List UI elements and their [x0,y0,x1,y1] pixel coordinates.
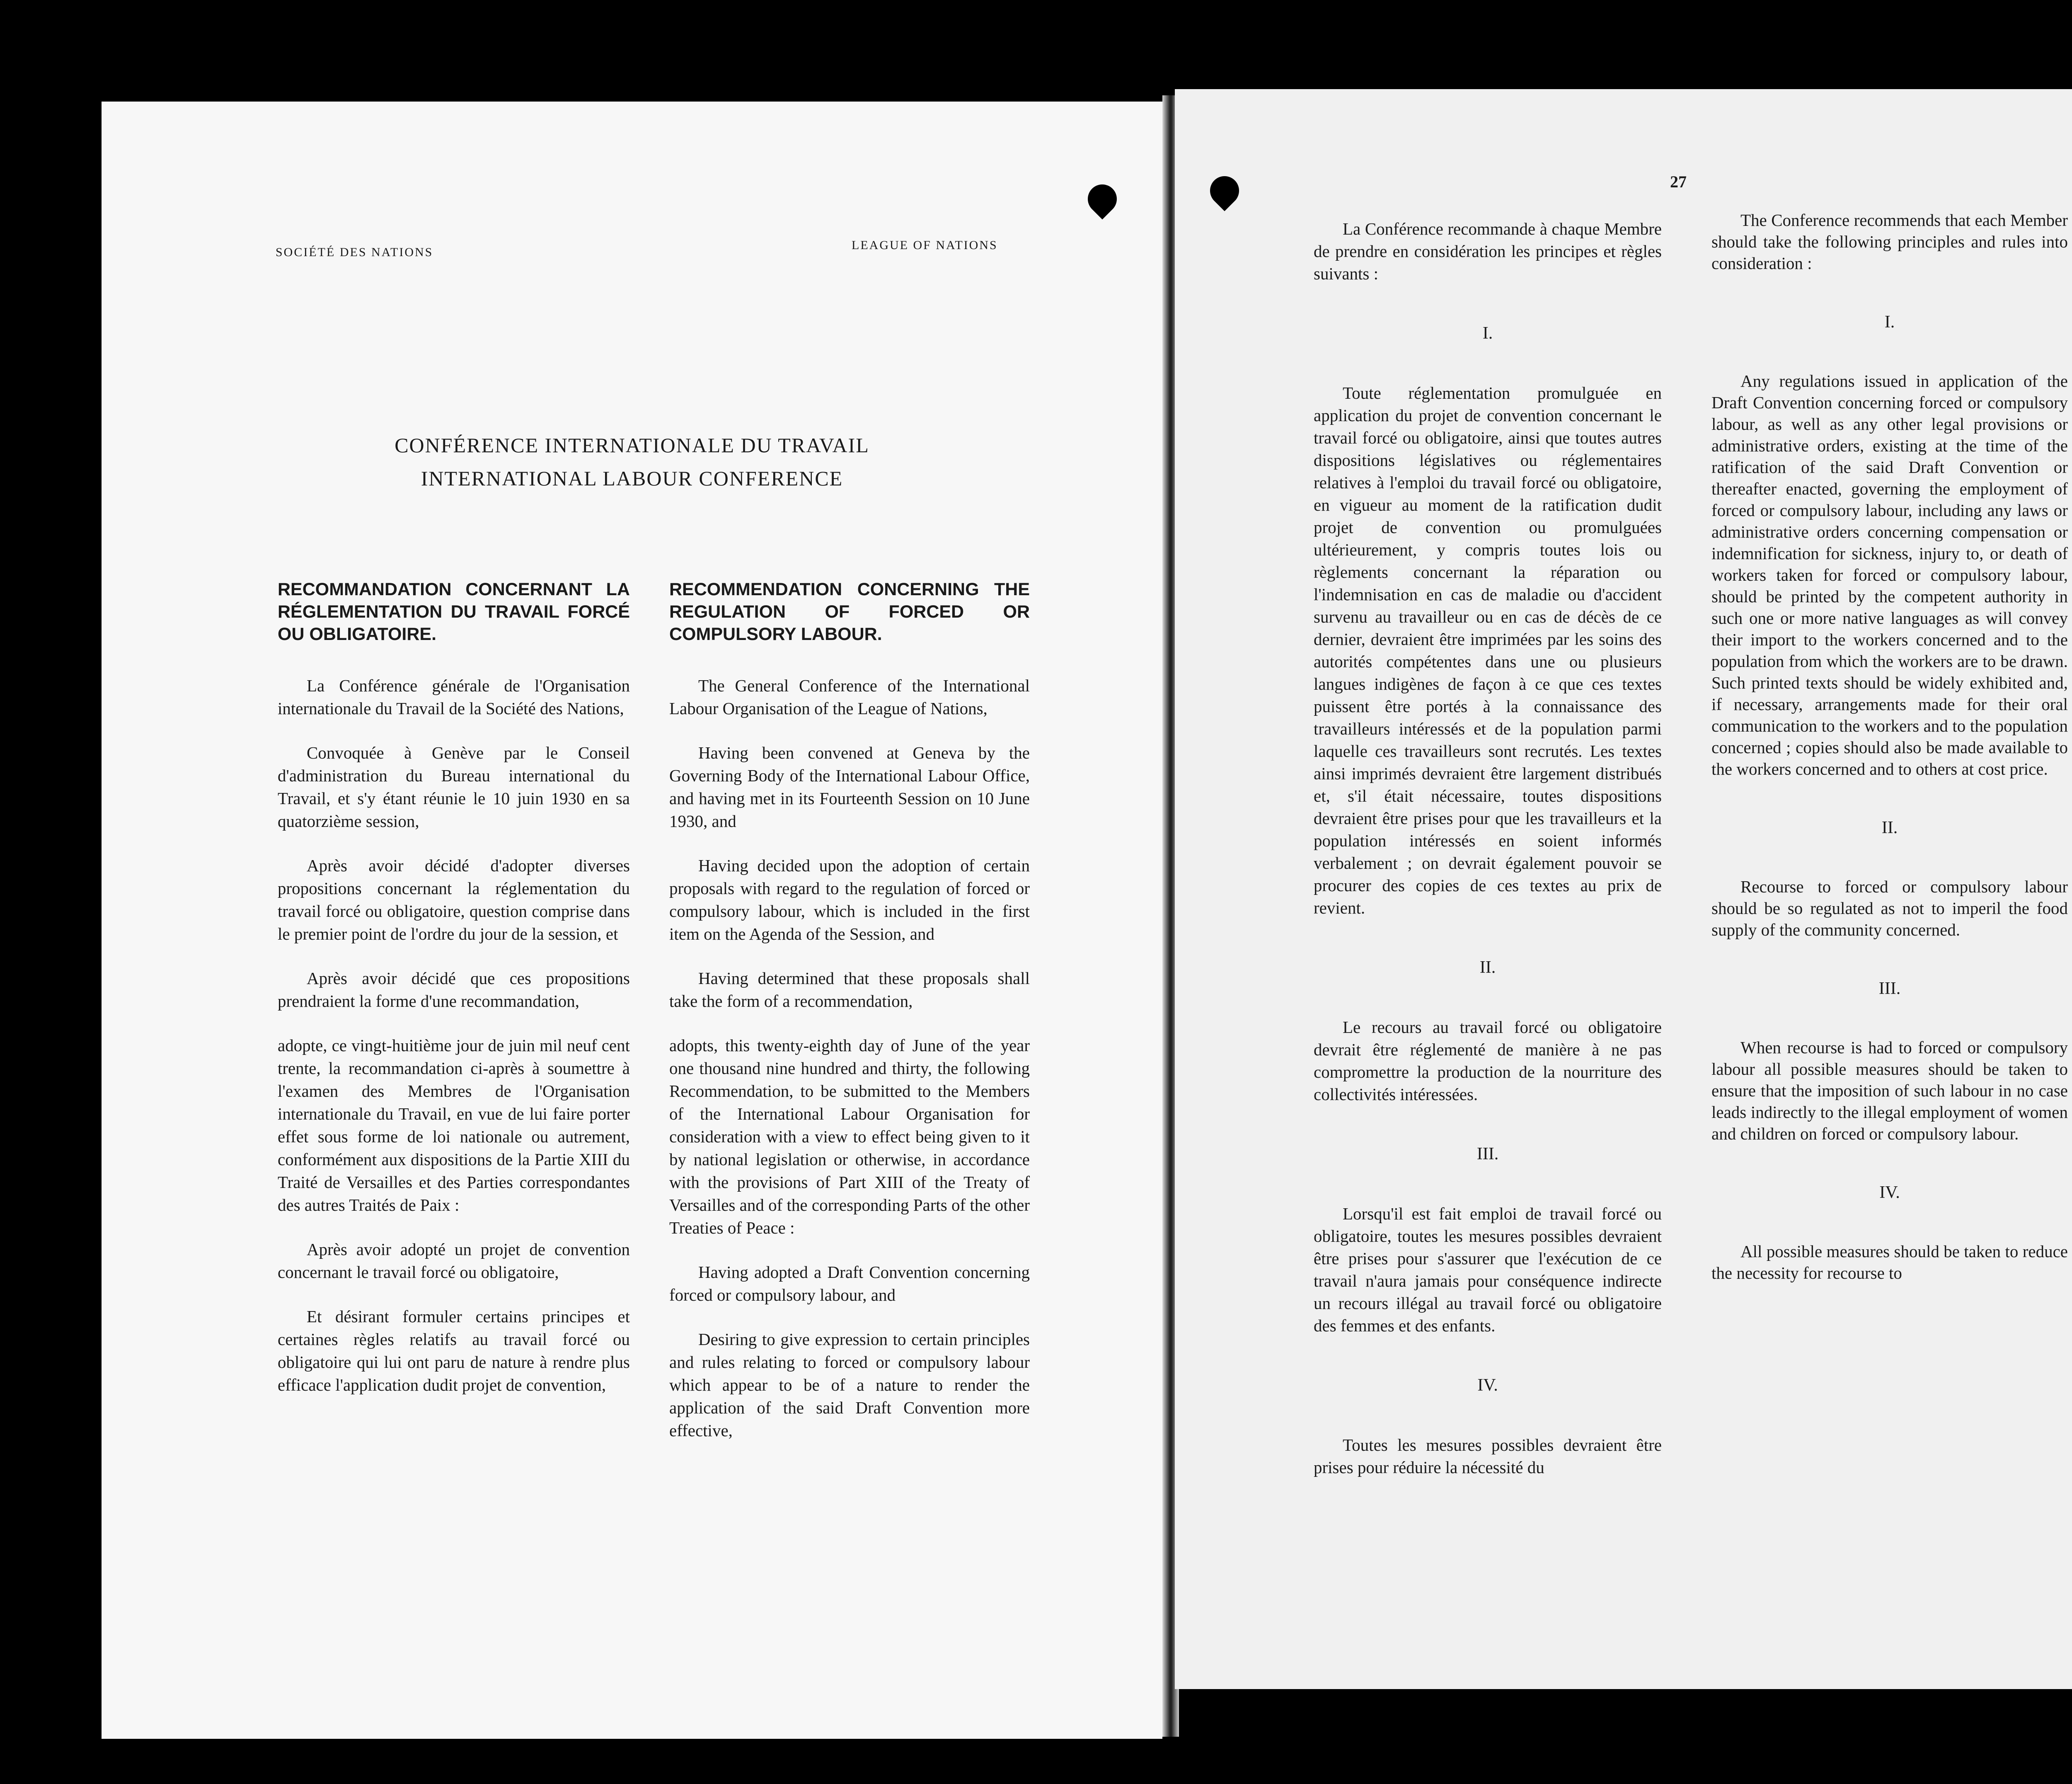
paragraph: Après avoir adopté un projet de convention concernant le travail forcé ou obligatoire, [278,1240,630,1282]
running-header-right: LEAGUE OF NATIONS [852,238,998,252]
paragraph: Having been convened at Geneva by the Governing Body of the International Labour Office, and having met in its Fourteenth Session on 10 June 1930, and [669,743,1030,831]
paragraph: Lorsqu'il est fait emploi de travail forcé ou obligatoire, toutes les mesures possibles devraient être prises pour s'assurer que l'exécution de ce travail n'aura jamais pour conséquence indirecte un recours illégal au travail forcé ou obligatoire des femmes et des enfants. [1314,1204,1662,1335]
right-french-column [1314,218,1662,1500]
paragraph: Convoquée à Genève par le Conseil d'administration du Bureau international du Travail, et s'y étant réunie le 10 juin 1930 en sa quatorzième session, [278,743,630,831]
section-number: IV. [1477,1376,1498,1395]
section-number: I. [1884,313,1895,332]
recommendation-heading-en: RECOMMENDATION CONCERNING THE REGULATION OF FORCED OR COMPULSORY LABOUR. [669,579,1030,644]
paragraph: Après avoir décidé d'adopter diverses propositions concernant la réglementation du travail forcé ou obligatoire, question comprise dans le premier point de l'ordre du jour de la session, et [278,856,630,943]
paragraph: La Conférence recommande à chaque Membre de prendre en considération les principes et règles suivants : [1314,219,1662,283]
left-english-column [669,578,1030,1464]
paragraph: Having adopted a Draft Convention concerning forced or compulsory labour, and [669,1263,1030,1304]
running-header-left: SOCIÉTÉ DES NATIONS [276,245,433,259]
conference-title-en: INTERNATIONAL LABOUR CONFERENCE [421,467,843,490]
paragraph: La Conférence générale de l'Organisation internationale du Travail de la Société des Nations, [278,676,630,718]
section-number: II. [1479,958,1496,977]
section-number: III. [1477,1144,1499,1163]
paragraph: The Conference recommends that each Member should take the following principles and rules into consideration : [1711,211,2068,273]
paragraph: adopte, ce vingt-huitième jour de juin mil neuf cent trente, la recommandation ci-après à soumettre à l'examen des Membres de l'Organisation internationale du Travail, en vue de lui faire porter effet sous forme de loi nationale ou autrement, conformément aux dispositions de la Partie XIII du Traité de Versailles et des Parties correspondantes des autres Traités de Paix : [278,1036,630,1214]
section-number: II. [1881,818,1898,837]
paragraph: Le recours au travail forcé ou obligatoire devrait être réglementé de manière à ne pas compromettre la production de la nourriture des collectivités intéressées. [1314,1018,1662,1104]
paragraph: Après avoir décidé que ces propositions prendraient la forme d'une recommandation, [278,969,630,1011]
paragraph: When recourse is had to forced or compulsory labour all possible measures should be taken to ensure that the imposition of such labour in no case leads indirectly to the illegal employment of women and children on forced or compulsory labour. [1711,1038,2068,1143]
section-number: IV. [1879,1183,1900,1202]
left-french-column [278,578,630,1418]
paragraph: Et désirant formuler certains principes et certaines règles relatifs au travail forcé ou obligatoire qui lui ont paru de nature à rendre plus efficace l'application dudit projet de convention, [278,1307,630,1394]
paragraph: Any regulations issued in application of the Draft Convention concerning forced or compulsory labour, as well as any other legal provisions or administrative orders, existing at the time of the ratification of the said Draft Convention or thereafter enacted, governing the employment of forced or compulsory labour, including any laws or administrative orders concerning compensation or indemnification for sickness, injury to, or death of workers taken for forced or compulsory labour, should be printed by the competent authority in such one or more native languages as will convey their import to the workers concerned and to the population from which the workers are to be drawn. Such printed texts should be widely exhibited and, if necessary, arrangements made for their oral communication to the workers and to the population concerned ; copies should also be made available to the workers concerned and to others at cost price. [1711,371,2068,778]
paragraph: Having decided upon the adoption of certain proposals with regard to the regulation of forced or compulsory labour, which is included in the first item on the Agenda of the Session, and [669,856,1030,943]
paragraph: Having determined that these proposals shall take the form of a recommendation, [669,969,1030,1011]
recommendation-heading-fr: RECOMMANDATION CONCERNANT LA RÉGLEMENTATION DU TRAVAIL FORCÉ OU OBLIGATOIRE. [278,579,630,644]
paragraph: The General Conference of the International Labour Organisation of the League of Nations, [669,676,1030,718]
section-number: I. [1482,324,1493,343]
paragraph: Toute réglementation promulguée en application du projet de convention concernant le travail forcé ou obligatoire, ainsi que toutes autres dispositions législatives ou réglementaires relatives à l'emploi du travail forcé ou obligatoire, en vigueur au moment de la ratification dudit projet de convention ou promulguées ultérieurement, y compris toutes lois ou règlements concernant la réparation ou l'indemnisation en cas de maladie ou d'accident survenu au travailleur ou en cas de décès de ce dernier, devraient être imprimées par les soins des autorités compétentes dans une ou plusieurs langues indigènes de façon à ce que ces textes puissent être portés à la connaissance des travailleurs intéressés et de la population parmi laquelle ces travailleurs sont recrutés. Les textes ainsi imprimés devraient être largement distribués et, s'il était nécessaire, toutes dispositions devraient être prises pour que les travailleurs et la population intéressés en soient informés verbalement ; on devrait également pouvoir se procurer des copies de ces textes au prix de revient. [1314,383,1662,917]
paragraph: adopts, this twenty-eighth day of June of the year one thousand nine hundred and thirty, the following Recommendation, to be submitted to the Members of the International Labour Organisation for consideration with a view to effect being given to it by national legislation or otherwise, in accordance with the provisions of Part XIII of the Treaty of Versailles and of the corresponding Parts of the other Treaties of Peace : [669,1036,1030,1237]
paragraph: All possible measures should be taken to reduce the necessity for recourse to [1711,1242,2068,1282]
page-number: 27 [1670,172,1687,191]
section-number: III. [1878,979,1901,998]
paragraph: Toutes les mesures possibles devraient être prises pour réduire la nécessité du [1314,1435,1662,1477]
conference-title-fr: CONFÉRENCE INTERNATIONALE DU TRAVAIL [395,434,869,457]
right-english-column [1711,209,2068,1305]
paragraph: Recourse to forced or compulsory labour should be so regulated as not to imperil the food supply of the community concerned. [1711,877,2068,939]
paragraph: Desiring to give expression to certain principles and rules relating to forced or compulsory labour which appear to be of a nature to render the application of the said Draft Convention more effective, [669,1330,1030,1440]
